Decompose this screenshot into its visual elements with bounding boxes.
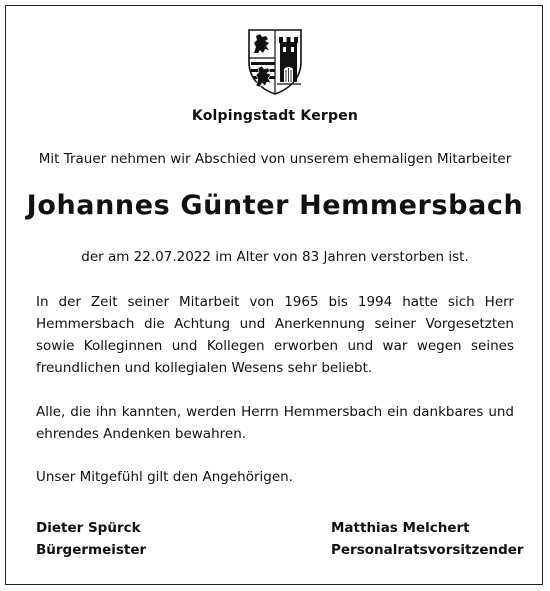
signatory-mayor	[36, 517, 146, 561]
deceased-name: Johannes Günter Hemmersbach	[26, 190, 524, 221]
condolence-paragraph: Unser Mitgefühl gilt den Angehörigen.	[36, 469, 293, 485]
death-date-line: der am 22.07.2022 im Alter von 83 Jahren verstorben ist.	[81, 249, 469, 265]
signatory-title: Personalratsvorsitzender	[331, 542, 524, 558]
tribute-paragraph: In der Zeit seiner Mitarbeit von 1965 bis 1994 hatte sich Herr Hemmersbach die Achtung und Anerkennung seiner Vorgesetzten sowie Kolleginnen und Kollegen erworben und war wegen seines freundlichen und kollegialen Wesens sehr beliebt.	[36, 294, 514, 376]
signatory-name: Dieter Spürck	[36, 520, 141, 536]
organization-name: Kolpingstadt Kerpen	[191, 108, 359, 124]
signatory-name: Matthias Melchert	[331, 520, 470, 536]
signatory-title: Bürgermeister	[36, 542, 147, 558]
remembrance-paragraph: Alle, die ihn kannten, werden Herrn Hemmersbach ein dankbares und ehrendes Andenken bewahren.	[36, 404, 514, 442]
coat-of-arms-icon	[247, 28, 303, 96]
intro-line: Mit Trauer nehmen wir Abschied von unserem ehemaligen Mitarbeiter	[38, 151, 512, 167]
signatory-staff-council	[331, 517, 524, 561]
